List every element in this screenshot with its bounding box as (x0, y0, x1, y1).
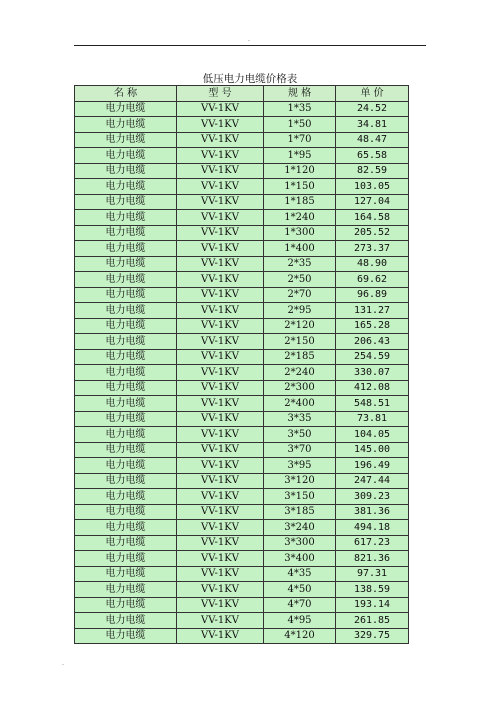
table-row (75, 287, 409, 303)
name-cell: 电力电缆 (75, 520, 177, 536)
table-row (75, 210, 409, 226)
spec-cell: 3*35 (264, 411, 336, 427)
name-cell: 电力电缆 (75, 132, 177, 148)
table-row (75, 163, 409, 179)
spec-cell: 3*185 (264, 504, 336, 520)
column-header-name: 名 称 (75, 86, 177, 102)
table-row (75, 504, 409, 520)
spec-cell: 3*150 (264, 489, 336, 505)
spec-cell: 1*35 (264, 101, 336, 117)
table-row (75, 551, 409, 567)
spec-cell: 2*95 (264, 303, 336, 319)
header-rule (74, 45, 426, 46)
table-row (75, 349, 409, 365)
price-cell: 131.27 (336, 303, 409, 319)
spec-cell: 1*70 (264, 132, 336, 148)
table-row (75, 179, 409, 195)
model-cell: VV-1KV (177, 318, 264, 334)
name-cell: 电力电缆 (75, 256, 177, 272)
model-cell: VV-1KV (177, 101, 264, 117)
price-cell: 206.43 (336, 334, 409, 350)
price-cell: 48.90 (336, 256, 409, 272)
table-row (75, 411, 409, 427)
model-cell: VV-1KV (177, 535, 264, 551)
name-cell: 电力电缆 (75, 241, 177, 257)
table-row (75, 380, 409, 396)
name-cell: 电力电缆 (75, 101, 177, 117)
table-row (75, 535, 409, 551)
price-cell: 97.31 (336, 566, 409, 582)
spec-cell: 3*120 (264, 473, 336, 489)
price-cell: 164.58 (336, 210, 409, 226)
spec-cell: 2*35 (264, 256, 336, 272)
model-cell: VV-1KV (177, 396, 264, 412)
spec-cell: 1*185 (264, 194, 336, 210)
name-cell: 电力电缆 (75, 179, 177, 195)
price-cell: 309.23 (336, 489, 409, 505)
name-cell: 电力电缆 (75, 489, 177, 505)
model-cell: VV-1KV (177, 117, 264, 133)
spec-cell: 3*70 (264, 442, 336, 458)
table-body (75, 101, 409, 644)
table-row (75, 520, 409, 536)
table-header-row (75, 86, 409, 102)
table-row (75, 566, 409, 582)
table-row (75, 473, 409, 489)
price-cell: 617.23 (336, 535, 409, 551)
model-cell: VV-1KV (177, 520, 264, 536)
spec-cell: 1*95 (264, 148, 336, 164)
model-cell: VV-1KV (177, 210, 264, 226)
table-row (75, 194, 409, 210)
name-cell: 电力电缆 (75, 163, 177, 179)
table-row (75, 628, 409, 644)
name-cell: 电力电缆 (75, 396, 177, 412)
name-cell: 电力电缆 (75, 566, 177, 582)
model-cell: VV-1KV (177, 287, 264, 303)
table-title: 低压电力电缆价格表 (202, 73, 298, 85)
spec-cell: 3*95 (264, 458, 336, 474)
spec-cell: 2*300 (264, 380, 336, 396)
price-cell: 273.37 (336, 241, 409, 257)
spec-cell: 2*400 (264, 396, 336, 412)
table-row (75, 132, 409, 148)
model-cell: VV-1KV (177, 334, 264, 350)
table-row (75, 427, 409, 443)
spec-cell: 4*70 (264, 597, 336, 613)
spec-cell: 2*240 (264, 365, 336, 381)
model-cell: VV-1KV (177, 628, 264, 644)
price-cell: 127.04 (336, 194, 409, 210)
model-cell: VV-1KV (177, 256, 264, 272)
name-cell: 电力电缆 (75, 210, 177, 226)
spec-cell: 3*50 (264, 427, 336, 443)
name-cell: 电力电缆 (75, 334, 177, 350)
header-mark: . (248, 36, 250, 43)
spec-cell: 2*50 (264, 272, 336, 288)
column-header-model: 型 号 (177, 86, 264, 102)
table-row (75, 318, 409, 334)
table-row (75, 148, 409, 164)
name-cell: 电力电缆 (75, 628, 177, 644)
model-cell: VV-1KV (177, 132, 264, 148)
model-cell: VV-1KV (177, 427, 264, 443)
price-cell: 329.75 (336, 628, 409, 644)
price-cell: 330.07 (336, 365, 409, 381)
model-cell: VV-1KV (177, 411, 264, 427)
price-table (74, 85, 409, 644)
price-cell: 145.00 (336, 442, 409, 458)
name-cell: 电力电缆 (75, 287, 177, 303)
table-row (75, 117, 409, 133)
price-cell: 381.36 (336, 504, 409, 520)
price-cell: 261.85 (336, 613, 409, 629)
name-cell: 电力电缆 (75, 582, 177, 598)
model-cell: VV-1KV (177, 365, 264, 381)
name-cell: 电力电缆 (75, 349, 177, 365)
name-cell: 电力电缆 (75, 272, 177, 288)
spec-cell: 2*185 (264, 349, 336, 365)
price-cell: 24.52 (336, 101, 409, 117)
spec-cell: 2*120 (264, 318, 336, 334)
model-cell: VV-1KV (177, 489, 264, 505)
model-cell: VV-1KV (177, 597, 264, 613)
price-cell: 65.58 (336, 148, 409, 164)
spec-cell: 1*120 (264, 163, 336, 179)
spec-cell: 4*120 (264, 628, 336, 644)
price-cell: 69.62 (336, 272, 409, 288)
spec-cell: 1*150 (264, 179, 336, 195)
price-cell: 103.05 (336, 179, 409, 195)
price-cell: 193.14 (336, 597, 409, 613)
table-row (75, 256, 409, 272)
model-cell: VV-1KV (177, 458, 264, 474)
table-row (75, 272, 409, 288)
spec-cell: 1*50 (264, 117, 336, 133)
model-cell: VV-1KV (177, 566, 264, 582)
spec-cell: 3*240 (264, 520, 336, 536)
spec-cell: 3*300 (264, 535, 336, 551)
name-cell: 电力电缆 (75, 148, 177, 164)
name-cell: 电力电缆 (75, 473, 177, 489)
name-cell: 电力电缆 (75, 613, 177, 629)
table-row (75, 442, 409, 458)
price-cell: 104.05 (336, 427, 409, 443)
price-cell: 165.28 (336, 318, 409, 334)
model-cell: VV-1KV (177, 582, 264, 598)
model-cell: VV-1KV (177, 473, 264, 489)
model-cell: VV-1KV (177, 179, 264, 195)
column-header-spec: 规 格 (264, 86, 336, 102)
table-row (75, 582, 409, 598)
price-cell: 82.59 (336, 163, 409, 179)
model-cell: VV-1KV (177, 225, 264, 241)
name-cell: 电力电缆 (75, 194, 177, 210)
price-cell: 96.89 (336, 287, 409, 303)
table-row (75, 597, 409, 613)
table-row (75, 458, 409, 474)
column-header-price: 单 价 (336, 86, 409, 102)
name-cell: 电力电缆 (75, 380, 177, 396)
name-cell: 电力电缆 (75, 551, 177, 567)
table-row (75, 489, 409, 505)
spec-cell: 2*150 (264, 334, 336, 350)
model-cell: VV-1KV (177, 272, 264, 288)
spec-cell: 4*50 (264, 582, 336, 598)
name-cell: 电力电缆 (75, 442, 177, 458)
model-cell: VV-1KV (177, 163, 264, 179)
table-row (75, 613, 409, 629)
spec-cell: 4*95 (264, 613, 336, 629)
table-row (75, 303, 409, 319)
price-cell: 494.18 (336, 520, 409, 536)
model-cell: VV-1KV (177, 442, 264, 458)
price-cell: 196.49 (336, 458, 409, 474)
model-cell: VV-1KV (177, 194, 264, 210)
name-cell: 电力电缆 (75, 535, 177, 551)
name-cell: 电力电缆 (75, 225, 177, 241)
name-cell: 电力电缆 (75, 365, 177, 381)
spec-cell: 1*300 (264, 225, 336, 241)
model-cell: VV-1KV (177, 551, 264, 567)
model-cell: VV-1KV (177, 148, 264, 164)
spec-cell: 3*400 (264, 551, 336, 567)
model-cell: VV-1KV (177, 504, 264, 520)
table-row (75, 396, 409, 412)
model-cell: VV-1KV (177, 303, 264, 319)
price-cell: 48.47 (336, 132, 409, 148)
name-cell: 电力电缆 (75, 303, 177, 319)
price-cell: 412.08 (336, 380, 409, 396)
table-row (75, 365, 409, 381)
price-cell: 247.44 (336, 473, 409, 489)
table-row (75, 225, 409, 241)
price-cell: 254.59 (336, 349, 409, 365)
spec-cell: 1*240 (264, 210, 336, 226)
footer-mark: . (62, 660, 64, 667)
name-cell: 电力电缆 (75, 427, 177, 443)
table-row (75, 241, 409, 257)
name-cell: 电力电缆 (75, 411, 177, 427)
name-cell: 电力电缆 (75, 117, 177, 133)
price-cell: 34.81 (336, 117, 409, 133)
table-row (75, 334, 409, 350)
name-cell: 电力电缆 (75, 504, 177, 520)
price-cell: 138.59 (336, 582, 409, 598)
model-cell: VV-1KV (177, 613, 264, 629)
price-cell: 821.36 (336, 551, 409, 567)
price-cell: 548.51 (336, 396, 409, 412)
model-cell: VV-1KV (177, 380, 264, 396)
table-row (75, 101, 409, 117)
spec-cell: 4*35 (264, 566, 336, 582)
name-cell: 电力电缆 (75, 597, 177, 613)
name-cell: 电力电缆 (75, 318, 177, 334)
model-cell: VV-1KV (177, 349, 264, 365)
spec-cell: 1*400 (264, 241, 336, 257)
spec-cell: 2*70 (264, 287, 336, 303)
price-cell: 205.52 (336, 225, 409, 241)
name-cell: 电力电缆 (75, 458, 177, 474)
model-cell: VV-1KV (177, 241, 264, 257)
price-cell: 73.81 (336, 411, 409, 427)
